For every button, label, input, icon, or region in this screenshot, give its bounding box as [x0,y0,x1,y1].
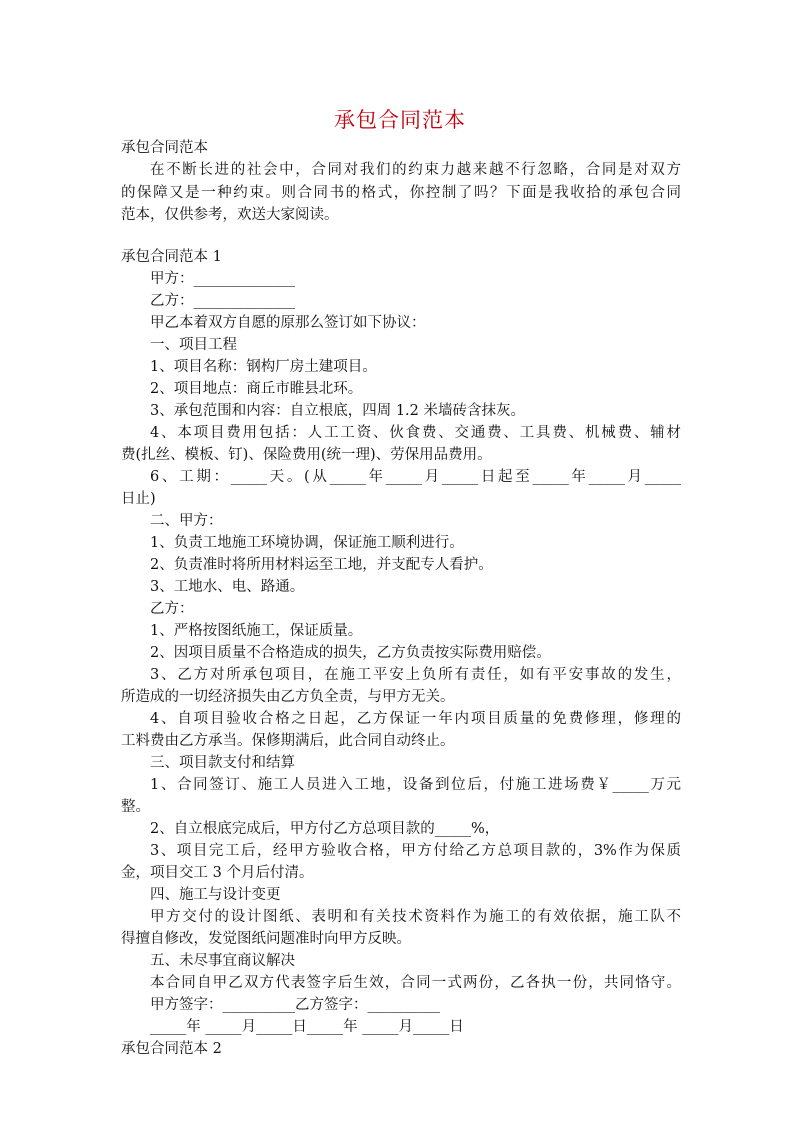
clause-heading-3: 三、项目款支付和结算 [150,755,295,771]
section-heading-1: 承包合同范本 1 [121,249,222,265]
clause-heading-1: 一、项目工程 [150,337,237,353]
signature-line: 甲方签字：__________乙方签字：__________ [150,997,440,1013]
clause-5-line: 本合同自甲乙双方代表签字后生效，合同一式两份，乙各执一份，共同恪守。 [150,975,681,991]
clause-1-6-line-1: 6、工期：_____天。(从_____年_____月_____日起至_____年_____月_____ [150,469,681,485]
clause-b-3-line-1: 3、乙方对所承包项目，在施工平安上负所有责任，如有平安事故的发生， [150,667,681,683]
party-b-line: 乙方：______________ [150,293,295,309]
clause-b-4-line-1: 4、自项目验收合格之日起，乙方保证一年内项目质量的免费修理，修理的 [150,711,681,727]
clause-2-1: 1、负责工地施工环境协调，保证施工顺利进行。 [150,535,464,551]
party-a-line: 甲方：______________ [150,271,295,287]
clause-b-4-line-2: 工料费由乙方承当。保修期满后，此合同自动终止。 [121,733,455,749]
clause-heading-4: 四、施工与设计变更 [150,887,281,903]
clause-3-2: 2、自立根底完成后，甲方付乙方总项目款的_____%， [150,821,500,837]
date-line: _____年 _____月_____日_____年 _____月_____日 [150,1019,464,1035]
intro-line-2: 的保障又是一种约束。则合同书的格式，你控制了吗？下面是我收拾的承包合同 [121,185,681,201]
clause-4-line-2: 得擅自修改，发觉图纸问题准时向甲方反映。 [121,931,411,947]
doc-heading: 承包合同范本 [121,140,208,156]
clause-heading-5: 五、未尽事宜商议解决 [150,953,295,969]
clause-1-1: 1、项目名称：钢构厂房土建项目。 [150,359,377,375]
clause-b-3-line-2: 所造成的一切经济损失由乙方负全责，与甲方无关。 [121,689,455,705]
clause-b-1: 1、严格按图纸施工，保证质量。 [150,623,363,639]
document-title: 承包合同范本 [334,108,466,132]
clause-1-4-line-1: 4、本项目费用包括：人工工资、伙食费、交通费、工具费、机械费、辅材 [150,425,681,441]
clause-2-2: 2、负责准时将所用材料运至工地，并支配专人看护。 [150,557,493,573]
clause-3-3-line-1: 3、项目完工后，经甲方验收合格，甲方付给乙方总项目款的，3%作为保质 [150,843,681,859]
clause-4-line-1: 甲方交付的设计图纸、表明和有关技术资料作为施工的有效依据，施工队不 [150,909,681,925]
clause-1-3: 3、承包范围和内容：自立根底，四周 1.2 米墙砖含抹灰。 [150,403,526,419]
clause-3-1-line-2: 整。 [121,799,150,815]
clause-1-2: 2、项目地点：商丘市睢县北环。 [150,381,363,397]
clause-b-2: 2、因项目质量不合格造成的损失，乙方负责按实际费用赔偿。 [150,645,551,661]
intro-line-1: 在不断长进的社会中，合同对我们的约束力越来越不行忽略，合同是对双方 [150,162,681,178]
clause-1-6-line-2: 日止) [121,491,156,507]
clause-3-3-line-2: 金，项目交工 3 个月后付清。 [121,865,314,881]
intro-line-3: 范本，仅供参考，欢送大家阅读。 [121,207,339,223]
clause-3-1-line-1: 1、合同签订、施工人员进入工地，设备到位后，付施工进场费￥_____万元 [150,777,681,793]
clause-2-3: 3、工地水、电、路通。 [150,579,305,595]
clause-heading-2: 二、甲方： [150,513,223,529]
agreement-intro: 甲乙本着双方自愿的原那么签订如下协议： [150,315,426,331]
party-b-heading: 乙方： [150,601,194,617]
clause-1-4-line-2: 费(扎丝、模板、钉)、保险费用(统一理)、劳保用品费用。 [121,447,492,463]
section-heading-2: 承包合同范本 2 [121,1041,222,1057]
